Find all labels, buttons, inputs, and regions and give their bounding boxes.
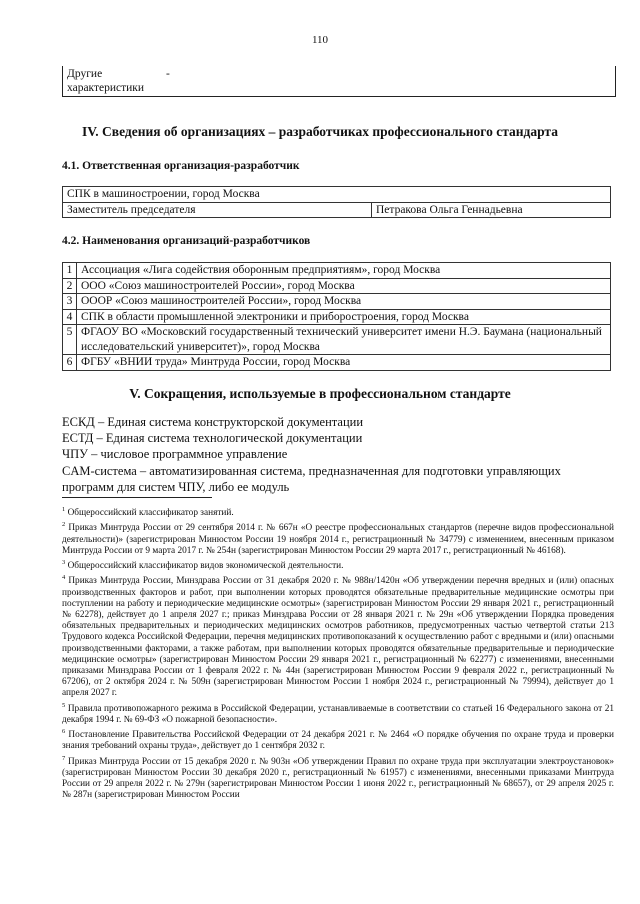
footnote-marker: 2 [62,521,66,529]
footnote [62,572,614,699]
footnote-text: Общероссийский классификатор видов экономической деятельности. [67,561,344,572]
footnote [62,726,614,753]
section-iv-title: IV. Сведения об организациях – разработчиках профессионального стандарта [82,124,558,139]
footnote-text: Приказ Минтруда России, Минздрава России от 31 декабря 2020 г. № 988н/1420н «Об утверждении перечня вредных и (или) опасных производственных факторов и работ, при выполнении которых проводятся обязательные предварительные медицинские осмотры при поступлении на работу и периодические медицинские осмотры» (зарегистрирован Минюстом России 29 января 2021 г., регистрационный № 62278), действует до 1 апреля 2027 г.; приказ Минздрава России от 28 января 2021 г. № 29н «Об утверждении Порядка проведения обязательных предварительных и периодических медицинских осмотров работников, предусмотренных частью четвертой статьи 213 Трудового кодекса Российской Федерации, перечня медицинских противопоказаний к осуществлению работ с вредными и (или) опасными производственными факторами, а также работам, при выполнении которых проводятся обязательные предварительные и периодические медицинские осмотры» (зарегистрирован Минюстом России 29 января 2021 г., регистрационный № 62277) с изменениями, внесенными приказами Минздрава России от 1 февраля 2022 г. № 44н (зарегистрирован Минюстом России 9 февраля 2022 г., регистрационный № 67206), от 2 октября 2024 г. № 509н (зарегистрирован Минюстом России 1 ноября 2024 г., регистрационный № 79994), действует до 1 апреля 2027 г. [62,576,614,699]
footnote-text: Правила противопожарного режима в Российской Федерации, устанавливаемые в соответствии со статьей 16 Федерального закона от 21 декабря 1994 г. № 69-ФЗ «О пожарной безопасности». [62,703,615,725]
row-number: 6 [63,355,77,371]
responsible-position: Заместитель председателя [63,202,372,218]
row-number: 5 [63,325,77,355]
footnote-text: Приказ Минтруда России от 29 сентября 2014 г. № 667н «О реестре профессиональных стандартов (перечне видов профессиональной деятельности)» (зарегистрирован Минюстом России 19 ноября 2014 г., регистрационный № 34779) с изменением, внесенным приказом Минтруда России от 9 марта 2017 г. № 254н (зарегистрирован Минюстом России 29 марта 2017 г., регистрационный № 46168). [62,523,615,556]
footnote-divider [62,497,212,498]
footnote [62,557,614,572]
developer-name: СПК в области промышленной электроники и приборостроения, город Москва [77,309,611,325]
table-row [63,309,611,325]
abbreviations-list [62,414,614,495]
developers-table [62,262,611,371]
table-row [63,202,611,218]
table-row [63,325,611,355]
section-v-title: V. Сокращения, используемые в профессиональном стандарте [129,386,511,401]
page-number: 110 [311,34,329,46]
other-characteristics-value: - [166,68,170,80]
abbreviation-item: ЕСТД – Единая система технологической документации [62,431,363,446]
abbreviation-item: ЕСКД – Единая система конструкторской документации [62,415,364,429]
footnote-marker: 7 [62,754,66,762]
table-row [63,355,611,371]
developer-name: ООО «Союз машиностроителей России», город Москва [77,278,611,294]
responsible-org-table [62,186,611,218]
table-row [63,278,611,294]
row-number: 3 [63,294,77,310]
footnote [62,519,614,557]
abbreviation-item: CAM-система – автоматизированная система, предназначенная для подготовки управляющих программ для систем ЧПУ, либо ее модуль [62,463,561,494]
footnote-marker: 6 [62,728,66,736]
footnote-text: Приказ Минтруда России от 15 декабря 2020 г. № 903н «Об утверждении Правил по охране труда при эксплуатации электроустановок» (зарегистрирован Минюстом России 30 декабря 2020 г., регистрационный № 61957) с изменениями, внесенными приказами Минтруда России от 29 апреля 2022 г. № 279н (зарегистрирован Минюстом России 1 июня 2022 г., регистрационный № 68657), от 29 апреля 2025 г. № 287н (зарегистрирован Минюстом России [62,756,614,801]
table-row [63,263,611,279]
footnote [62,504,614,519]
developers-title: 4.2. Наименования организаций-разработчиков [62,235,311,247]
developer-name: ФГАОУ ВО «Московский государственный технический университет имени Н.Э. Баумана (национальный исследовательский университет)», город Москва [77,325,611,355]
row-number: 2 [63,278,77,294]
footnote-text: Общероссийский классификатор занятий. [67,508,234,519]
footnotes [62,504,614,802]
abbreviation-item: ЧПУ – числовое программное управление [62,447,288,462]
footnote-text: Постановление Правительства Российской Федерации от 24 декабря 2021 г. № 2464 «О порядке обучения по охране труда и проверки знания требований охраны труда», действует до 1 сентября 2032 г. [62,730,614,752]
developer-name: ОООР «Союз машиностроителей России», город Москва [77,294,611,310]
row-number: 4 [63,309,77,325]
row-number: 1 [63,263,77,279]
footnote [62,753,614,802]
responsible-org-name: СПК в машиностроении, город Москва [63,187,611,203]
other-characteristics-row [62,66,616,97]
responsible-person: Петракова Ольга Геннадьевна [372,202,611,218]
other-characteristics-label: Другие характеристики [67,68,145,94]
developer-name: Ассоциация «Лига содействия оборонным предприятиям», город Москва [77,263,611,279]
footnote-marker: 3 [62,559,66,566]
responsible-org-title: 4.1. Ответственная организация-разработчик [62,160,300,172]
footnote-marker: 4 [62,574,66,582]
footnote-marker: 1 [62,506,66,513]
table-row [63,294,611,310]
footnote [62,700,614,727]
developer-name: ФГБУ «ВНИИ труда» Минтруда России, город Москва [77,355,611,371]
footnote-marker: 5 [62,701,66,709]
table-row [63,187,611,203]
